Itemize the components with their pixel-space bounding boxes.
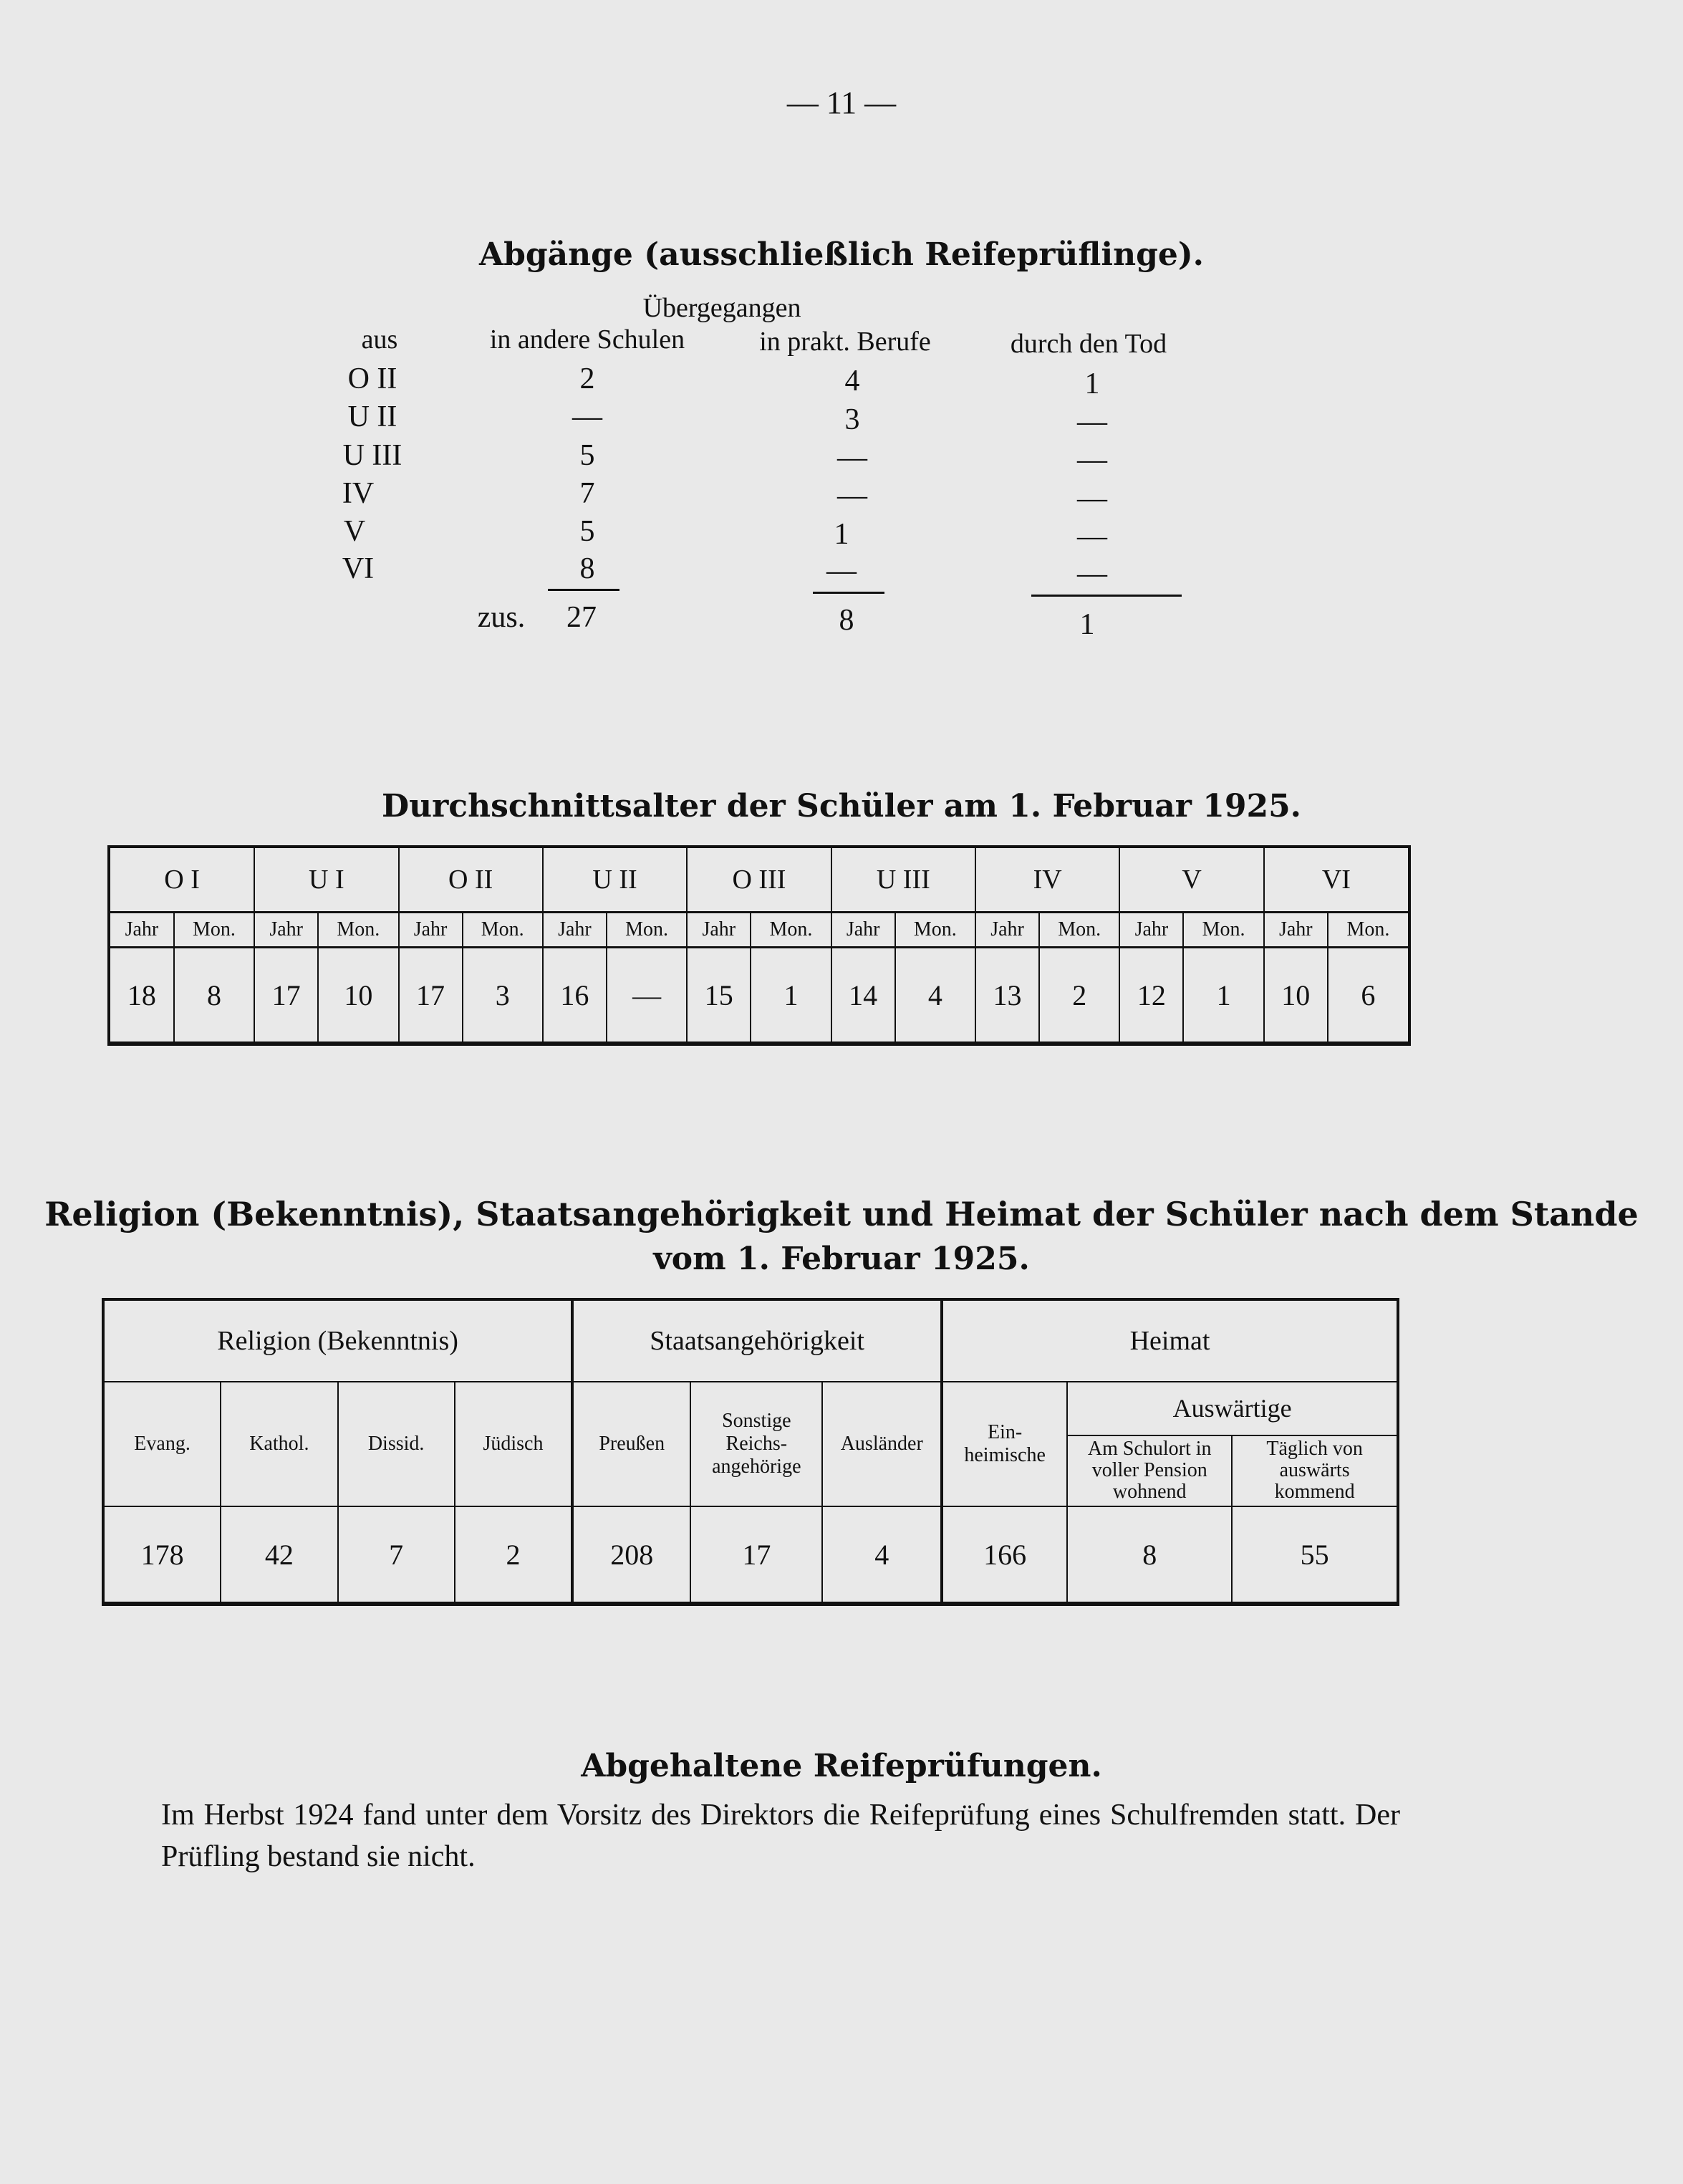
row-schulen: 5 <box>579 515 595 548</box>
abgaenge-title: Abgänge (ausschließlich Reifeprüflinge). <box>479 236 1204 273</box>
row-class: VI <box>342 552 375 585</box>
row-class: U III <box>342 439 402 472</box>
durchschnittsalter-title: Durchschnittsalter der Schüler am 1. Februar 1925. <box>381 788 1302 824</box>
header-taeglich: Täglich von auswärts kommend <box>1232 1435 1398 1506</box>
row-tod: — <box>1077 405 1107 438</box>
col-berufe: in prakt. Berufe <box>759 327 931 357</box>
value-einheimische: 166 <box>942 1506 1067 1604</box>
sub-header-jahr: Jahr <box>975 913 1039 948</box>
row-berufe: — <box>837 441 867 474</box>
age-mon: 1 <box>751 948 831 1044</box>
row-berufe: — <box>826 554 857 587</box>
class-header: O III <box>687 847 831 913</box>
row-schulen: 8 <box>579 552 595 585</box>
age-mon: — <box>607 948 687 1044</box>
sum-rule <box>548 589 619 591</box>
group-religion: Religion (Bekenntnis) <box>103 1299 572 1382</box>
row-berufe: 3 <box>844 403 860 436</box>
row-tod: 1 <box>1084 367 1100 400</box>
religion-title-line2: vom 1. Februar 1925. <box>653 1241 1030 1277</box>
sub-header-mon: Mon. <box>174 913 254 948</box>
table-row <box>109 913 1409 948</box>
sub-header-mon: Mon. <box>751 913 831 948</box>
age-mon: 4 <box>895 948 975 1044</box>
sub-header-mon: Mon. <box>1039 913 1119 948</box>
reifepruefungen-title: Abgehaltene Reifeprüfungen. <box>581 1748 1102 1784</box>
table-row <box>103 1299 1398 1382</box>
age-mon: 3 <box>463 948 543 1044</box>
row-schulen: — <box>572 400 602 433</box>
total-schulen: 27 <box>566 601 597 634</box>
row-tod: — <box>1077 443 1107 476</box>
age-mon: 8 <box>174 948 254 1044</box>
age-mon: 2 <box>1039 948 1119 1044</box>
header-kathol: Kathol. <box>221 1382 337 1506</box>
header-preussen: Preußen <box>572 1382 690 1506</box>
group-staatsangehoerigkeit: Staatsangehörigkeit <box>572 1299 942 1382</box>
sub-header-mon: Mon. <box>607 913 687 948</box>
row-class: V <box>343 515 366 548</box>
sub-header-mon: Mon. <box>1328 913 1409 948</box>
age-jahr: 16 <box>543 948 607 1044</box>
sub-header-jahr: Jahr <box>254 913 318 948</box>
table-row <box>103 1506 1398 1604</box>
header-dissid: Dissid. <box>338 1382 455 1506</box>
page-number: — 11 — <box>786 85 897 120</box>
class-header: VI <box>1264 847 1409 913</box>
header-sonstige: Sonstige Reichs- angehörige <box>690 1382 822 1506</box>
row-berufe: 4 <box>844 365 860 398</box>
col-schulen: in andere Schulen <box>489 324 685 355</box>
religion-table <box>102 1298 1399 1606</box>
header-einheimische: Ein- heimische <box>942 1382 1067 1506</box>
age-jahr: 18 <box>109 948 174 1044</box>
sub-header-mon: Mon. <box>318 913 398 948</box>
sub-header-jahr: Jahr <box>1119 913 1183 948</box>
header-schulort: Am Schulort in voller Pension wohnend <box>1067 1435 1232 1506</box>
value-auslaender: 4 <box>822 1506 942 1604</box>
row-tod: — <box>1077 482 1107 515</box>
age-jahr: 10 <box>1264 948 1328 1044</box>
total-tod: 1 <box>1079 608 1095 641</box>
group-label-uebergegangen: Übergegangen <box>642 293 801 323</box>
age-jahr: 13 <box>975 948 1039 1044</box>
table-row <box>109 847 1409 913</box>
sub-header-mon: Mon. <box>463 913 543 948</box>
row-schulen: 2 <box>579 362 595 395</box>
sub-header-mon: Mon. <box>895 913 975 948</box>
sub-header-mon: Mon. <box>1183 913 1263 948</box>
row-tod: — <box>1077 520 1107 553</box>
class-header: U III <box>831 847 975 913</box>
total-berufe: 8 <box>839 604 854 637</box>
header-juedisch: Jüdisch <box>455 1382 573 1506</box>
age-jahr: 14 <box>831 948 895 1044</box>
sum-rule <box>1031 595 1182 597</box>
row-class: O II <box>347 362 397 395</box>
sum-rule <box>813 592 884 594</box>
header-evang: Evang. <box>103 1382 221 1506</box>
row-berufe: 1 <box>834 518 849 551</box>
group-auswaertige: Auswärtige <box>1067 1382 1398 1435</box>
sub-header-jahr: Jahr <box>687 913 751 948</box>
age-jahr: 15 <box>687 948 751 1044</box>
class-header: O I <box>109 847 254 913</box>
row-class: IV <box>342 477 375 510</box>
age-jahr: 17 <box>254 948 318 1044</box>
religion-title-line1: Religion (Bekenntnis), Staatsangehörigkeit und Heimat der Schüler nach dem Stande <box>44 1195 1639 1233</box>
class-header: V <box>1119 847 1263 913</box>
sub-header-jahr: Jahr <box>543 913 607 948</box>
total-label: zus. <box>477 601 526 634</box>
table-row <box>103 1382 1398 1435</box>
value-sonstige: 17 <box>690 1506 822 1604</box>
value-taeglich: 55 <box>1232 1506 1398 1604</box>
sub-header-jahr: Jahr <box>831 913 895 948</box>
sub-header-jahr: Jahr <box>1264 913 1328 948</box>
age-jahr: 17 <box>399 948 463 1044</box>
sub-header-jahr: Jahr <box>399 913 463 948</box>
value-schulort: 8 <box>1067 1506 1232 1604</box>
age-jahr: 12 <box>1119 948 1183 1044</box>
age-mon: 6 <box>1328 948 1409 1044</box>
class-header: U II <box>543 847 687 913</box>
col-tod: durch den Tod <box>1010 329 1167 359</box>
header-auslaender: Ausländer <box>822 1382 942 1506</box>
table-row <box>109 948 1409 1044</box>
class-header: U I <box>254 847 398 913</box>
row-schulen: 7 <box>579 477 595 510</box>
row-tod: — <box>1077 557 1107 590</box>
col-aus: aus <box>361 324 398 355</box>
value-dissid: 7 <box>338 1506 455 1604</box>
class-header: O II <box>399 847 543 913</box>
group-heimat: Heimat <box>942 1299 1398 1382</box>
row-berufe: — <box>837 479 867 512</box>
sub-header-jahr: Jahr <box>109 913 174 948</box>
age-mon: 1 <box>1183 948 1263 1044</box>
age-mon: 10 <box>318 948 398 1044</box>
row-class: U II <box>347 400 397 433</box>
value-kathol: 42 <box>221 1506 337 1604</box>
reifepruefungen-text: Im Herbst 1924 fand unter dem Vorsitz des Direktors die Reifeprüfung eines Schulfremden statt. Der Prüfling bestand sie nicht. <box>161 1799 1400 1873</box>
class-header: IV <box>975 847 1119 913</box>
value-evang: 178 <box>103 1506 221 1604</box>
value-preussen: 208 <box>572 1506 690 1604</box>
value-juedisch: 2 <box>455 1506 573 1604</box>
age-table <box>107 845 1411 1046</box>
row-schulen: 5 <box>579 439 595 472</box>
